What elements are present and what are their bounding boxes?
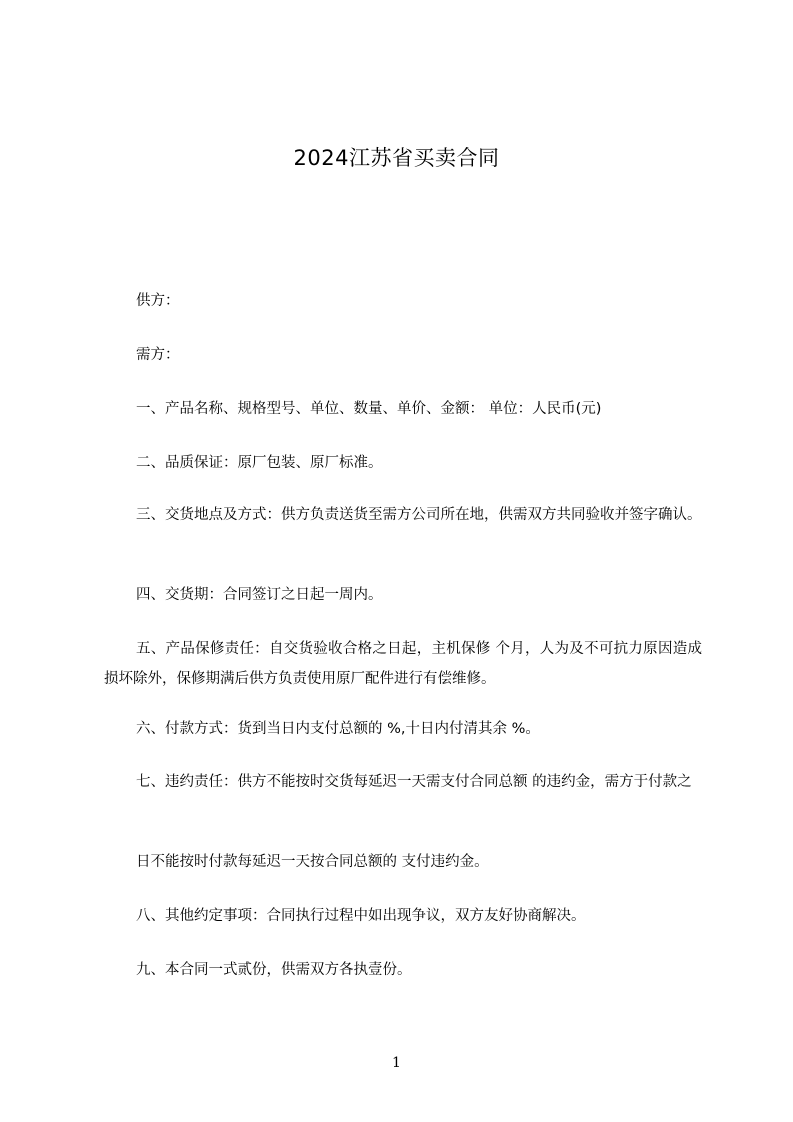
clause-4: 四、交货期：合同签订之日起一周内。 — [136, 587, 383, 603]
clause-9: 九、本合同一式贰份，供需双方各执壹份。 — [136, 962, 412, 978]
clause-8: 八、其他约定事项：合同执行过程中如出现争议，双方友好协商解决。 — [136, 908, 586, 924]
clause-3: 三、交货地点及方式：供方负责送货至需方公司所在地，供需双方共同验收并签字确认。 — [136, 507, 702, 523]
buyer-label: 需方： — [136, 347, 180, 363]
supplier-label: 供方： — [136, 293, 180, 309]
clause-7-continued: 日不能按时付款每延迟一天按合同总额的 支付违约金。 — [136, 854, 489, 870]
page-number: 1 — [392, 1055, 401, 1071]
clause-7: 七、违约责任：供方不能按时交货每延迟一天需支付合同总额 的违约金，需方于付款之 — [136, 774, 692, 790]
clause-2: 二、品质保证：原厂包装、原厂标准。 — [136, 455, 383, 471]
clause-6: 六、付款方式：货到当日内支付总额的 %,十日内付清其余 %。 — [136, 721, 540, 737]
clause-1: 一、产品名称、规格型号、单位、数量、单价、金额： 单位：人民币(元) — [136, 401, 602, 417]
document-title: 2024江苏省买卖合同 — [293, 146, 500, 170]
clause-5: 五、产品保修责任：自交货验收合格之日起，主机保修 个月，人为及不可抗力原因造成损坏除外，保修期满后供方负责使用原厂配件进行有偿维修。 — [104, 641, 702, 687]
